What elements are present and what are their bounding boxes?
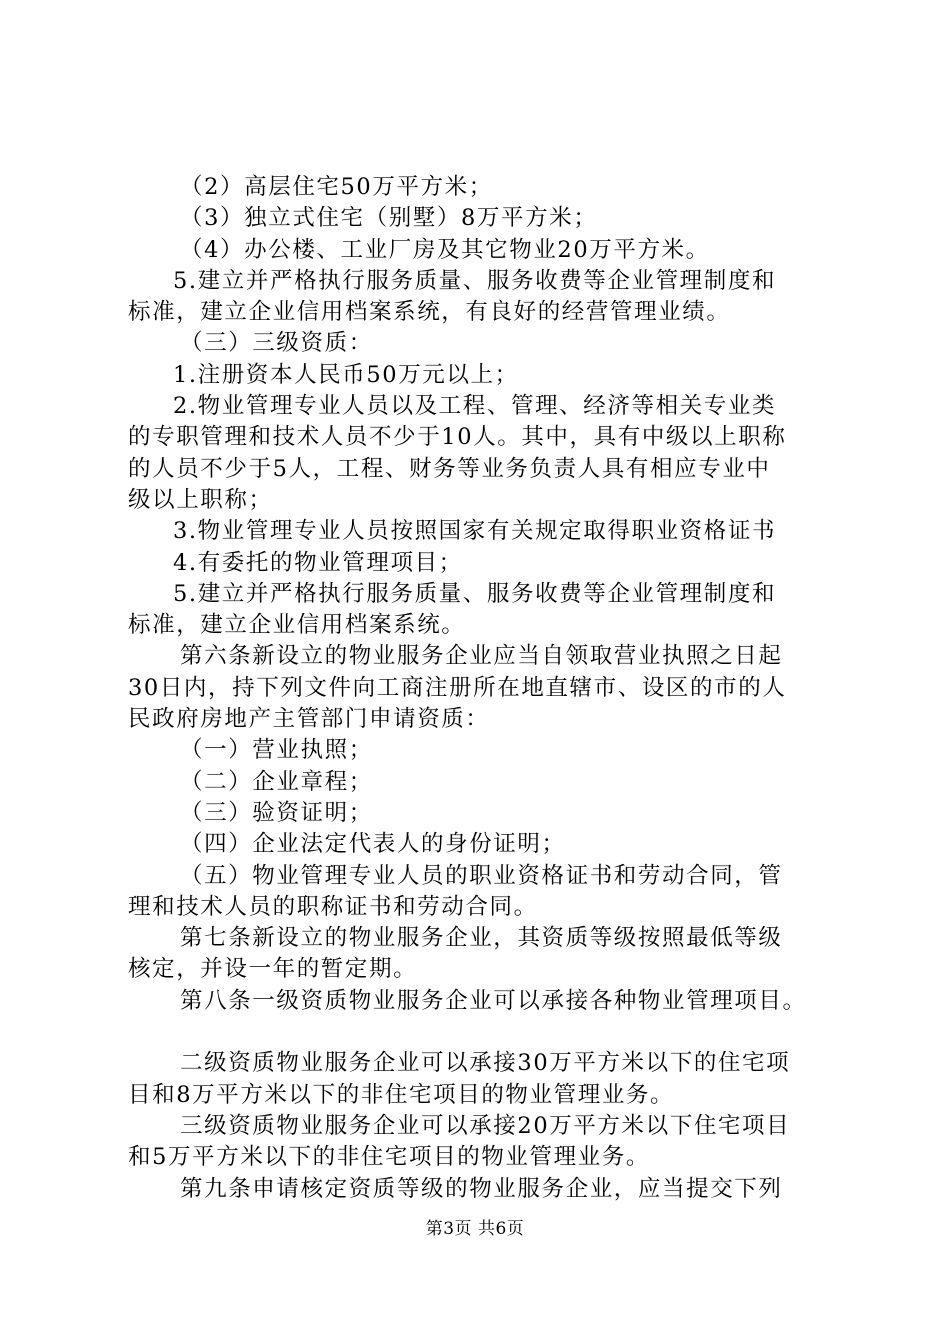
text-line: 标准，建立企业信用档案系统，有良好的经营管理业绩。	[128, 299, 731, 326]
text-line: 民政府房地产主管部门申请资质：	[128, 706, 490, 733]
text-line: 的专职管理和技术人员不少于10人。其中，具有中级以上职称	[128, 424, 787, 451]
list-item: （三）验资证明；	[180, 799, 373, 826]
text-line: 标准，建立企业信用档案系统。	[128, 612, 466, 639]
text-line: 和5万平方米以下的非住宅项目的物业管理业务。	[128, 1144, 651, 1171]
article-line: 第七条新设立的物业服务企业，其资质等级按照最低等级	[180, 925, 783, 952]
text-line: 三级资质物业服务企业可以承接20万平方米以下住宅项目	[180, 1112, 791, 1139]
text-line: 2.物业管理专业人员以及工程、管理、经济等相关专业类	[173, 393, 777, 420]
text-line: 1.注册资本人民币50万元以上；	[173, 361, 519, 388]
paragraph-gap	[128, 1017, 848, 1048]
text-line: 级以上职称；	[128, 486, 273, 513]
text-line: 5.建立并严格执行服务质量、服务收费等企业管理制度和	[173, 267, 777, 294]
text-line: 4.有委托的物业管理项目；	[173, 549, 463, 576]
text-line: 5.建立并严格执行服务质量、服务收费等企业管理制度和	[173, 580, 777, 607]
text-line: （3）独立式住宅（别墅）8万平方米；	[180, 205, 598, 232]
list-item: （二）企业章程；	[180, 768, 373, 795]
article-line: 第八条一级资质物业服务企业可以承接各种物业管理项目。	[180, 987, 807, 1014]
list-item: （一）营业执照；	[180, 737, 373, 764]
document-body	[128, 172, 848, 1205]
text-line: 3.物业管理专业人员按照国家有关规定取得职业资格证书	[173, 518, 777, 545]
text-line: 30日内，持下列文件向工商注册所在地直辖市、设区的市的人	[128, 674, 787, 701]
text-line: 目和8万平方米以下的非住宅项目的物业管理业务。	[128, 1081, 675, 1108]
text-line: 理和技术人员的职称证书和劳动合同。	[128, 893, 538, 920]
text-line: 核定，并设一年的暂定期。	[128, 956, 418, 983]
text-line: （2）高层住宅50万平方米；	[180, 174, 493, 200]
page-footer: 第3页 共6页	[425, 1219, 525, 1239]
article-line: 第九条申请核定资质等级的物业服务企业，应当提交下列	[180, 1175, 783, 1202]
list-item: （五）物业管理专业人员的职业资格证书和劳动合同，管	[180, 862, 783, 889]
text-line: 的人员不少于5人，工程、财务等业务负责人具有相应专业中	[128, 455, 771, 482]
list-item: （四）企业法定代表人的身份证明；	[180, 831, 566, 858]
text-line: 二级资质物业服务企业可以承接30万平方米以下的住宅项	[180, 1050, 791, 1077]
article-line: 第六条新设立的物业服务企业应当自领取营业执照之日起	[180, 643, 783, 670]
section-heading: （三）三级资质：	[180, 330, 373, 357]
text-line: （4）办公楼、工业厂房及其它物业20万平方米。	[180, 236, 710, 263]
